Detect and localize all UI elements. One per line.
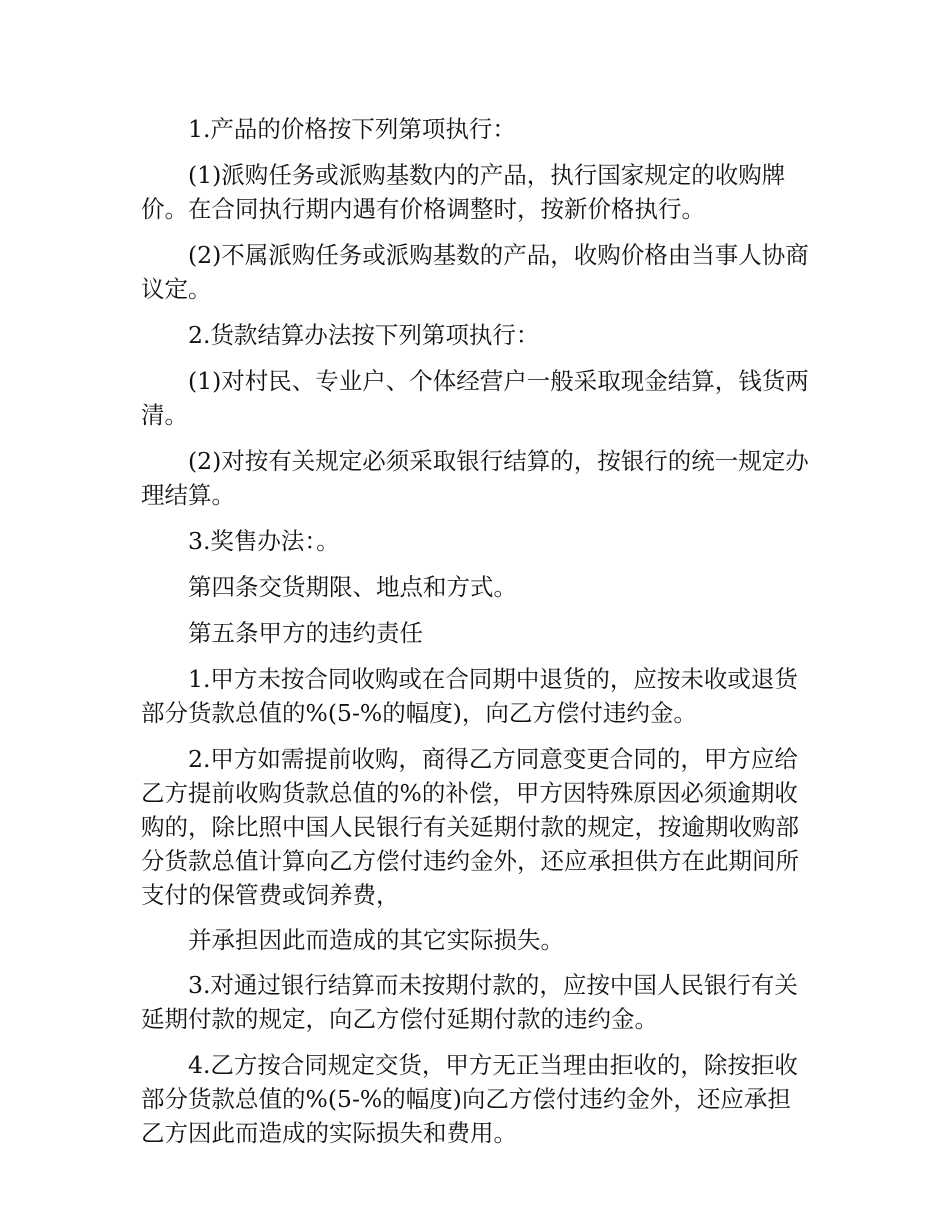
- paragraph-price-item-1: (1)派购任务或派购基数内的产品，执行国家规定的收购牌价。在合同执行期内遇有价格调整时，按新价格执行。: [141, 161, 786, 223]
- paragraph-breach-item-2-continued: 并承担因此而造成的其它实际损失。: [188, 926, 564, 954]
- paragraph-breach-item-1: 1.甲方未按合同收购或在合同期中退货的，应按未收或退货部分货款总值的%(5-%的幅度)，向乙方偿付违约金。: [141, 665, 798, 727]
- paragraph-breach-item-3: 3.对通过银行结算而未按期付款的，应按中国人民银行有关延期付款的规定，向乙方偿付延期付款的违约金。: [141, 971, 798, 1033]
- document-body: [141, 112, 813, 1162]
- paragraph-article-5-heading: 第五条甲方的违约责任: [188, 619, 423, 647]
- paragraph-price-clause: 1.产品的价格按下列第项执行：: [188, 115, 516, 143]
- paragraph-reward-clause: 3.奖售办法：。: [188, 527, 340, 555]
- paragraph-payment-item-2: (2)对按有关规定必须采取银行结算的，按银行的统一规定办理结算。: [141, 447, 809, 509]
- paragraph-payment-clause: 2.货款结算办法按下列第项执行：: [188, 321, 540, 349]
- paragraph-breach-item-2: 2.甲方如需提前收购，商得乙方同意变更合同的，甲方应给乙方提前收购货款总值的%的补偿，甲方因特殊原因必须逾期收购的，除比照中国人民银行有关延期付款的规定，按逾期收购部分货款总值计算向乙方偿付违约金外，还应承担供方在此期间所支付的保管费或饲养费，: [141, 745, 799, 909]
- paragraph-breach-item-4: 4.乙方按合同规定交货，甲方无正当理由拒收的，除按拒收部分货款总值的%(5-%的幅度)向乙方偿付违约金外，还应承担乙方因此而造成的实际损失和费用。: [141, 1051, 798, 1147]
- paragraph-price-item-2: (2)不属派购任务或派购基数的产品，收购价格由当事人协商议定。: [141, 241, 809, 303]
- paragraph-payment-item-1: (1)对村民、专业户、个体经营户一般采取现金结算，钱货两清。: [141, 367, 809, 429]
- paragraph-article-4: 第四条交货期限、地点和方式。: [188, 573, 517, 601]
